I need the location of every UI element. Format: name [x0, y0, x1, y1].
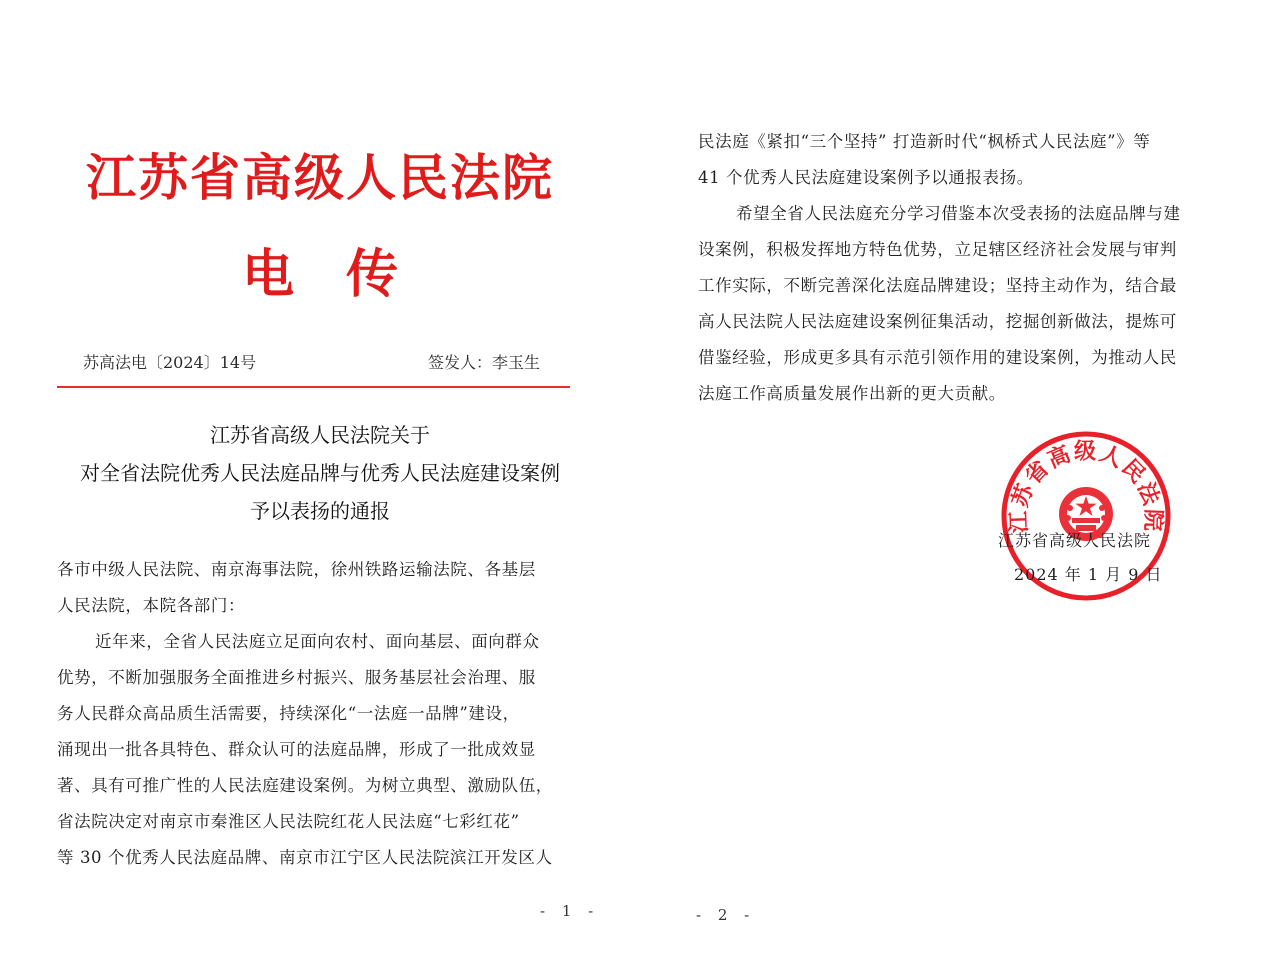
body-text [698, 124, 1228, 412]
body-line: 各市中级人民法院、南京海事法院，徐州铁路运输法院、各基层 [57, 560, 536, 579]
notice-title [40, 416, 600, 530]
body-line: 务人民群众高品质生活需要，持续深化“一法庭一品牌”建设， [57, 704, 520, 723]
body-line: 设案例，积极发挥地方特色优势，立足辖区经济社会发展与审判 [698, 240, 1177, 259]
body-text [57, 552, 587, 876]
signer-line: 签发人：李玉生 [428, 353, 541, 372]
body-line: 省法院决定对南京市秦淮区人民法院红花人民法庭“七彩红花” [57, 812, 520, 831]
body-line: 著、具有可推广性的人民法庭建设案例。为树立典型、激励队伍， [57, 776, 553, 795]
page-2 [640, 0, 1280, 960]
page-number: - 1 - [540, 902, 600, 920]
body-line: 涌现出一批各具特色、群众认可的法庭品牌，形成了一批成效显 [57, 740, 536, 759]
body-line: 借鉴经验，形成更多具有示范引领作用的建设案例，为推动人民 [698, 348, 1177, 367]
red-separator-line [57, 386, 570, 388]
body-line: 41 个优秀人民法庭建设案例予以通报表扬。 [698, 168, 1034, 187]
page-number: - 2 - [696, 906, 756, 924]
body-line: 优势，不断加强服务全面推进乡村振兴、服务基层社会治理、服 [57, 668, 536, 687]
body-line: 人民法院，本院各部门： [57, 596, 246, 615]
body-line: 等 30 个优秀人民法庭品牌、南京市江宁区人民法院滨江开发区人 [57, 848, 553, 867]
body-line: 工作实际，不断完善深化法庭品牌建设；坚持主动作为，结合最 [698, 276, 1177, 295]
notice-title-line: 予以表扬的通报 [250, 499, 390, 523]
body-line: 民法庭《紧扣“三个坚持” 打造新时代“枫桥式人民法庭”》等 [698, 132, 1151, 151]
notice-title-line: 江苏省高级人民法院关于 [210, 423, 430, 447]
body-line: 近年来，全省人民法庭立足面向农村、面向基层、面向群众 [95, 632, 540, 651]
notice-title-line: 对全省法院优秀人民法庭品牌与优秀人民法庭建设案例 [80, 461, 560, 485]
document-type-heading: 电 传 [241, 244, 398, 305]
svg-text:江苏省高级人民法院: 江苏省高级人民法院 [1006, 439, 1166, 534]
body-line: 法庭工作高质量发展作出新的更大贡献。 [698, 384, 1006, 403]
signing-date: 2024 年 1 月 9 日 [1014, 565, 1163, 584]
issuer-header-title: 江苏省高级人民法院 [86, 148, 554, 207]
signing-organization: 江苏省高级人民法院 [998, 531, 1152, 550]
document-number: 苏高法电〔2024〕14号 [83, 353, 257, 372]
body-line: 高人民法院人民法庭建设案例征集活动，挖掘创新做法，提炼可 [698, 312, 1177, 331]
body-line: 希望全省人民法庭充分学习借鉴本次受表扬的法庭品牌与建 [736, 204, 1181, 223]
